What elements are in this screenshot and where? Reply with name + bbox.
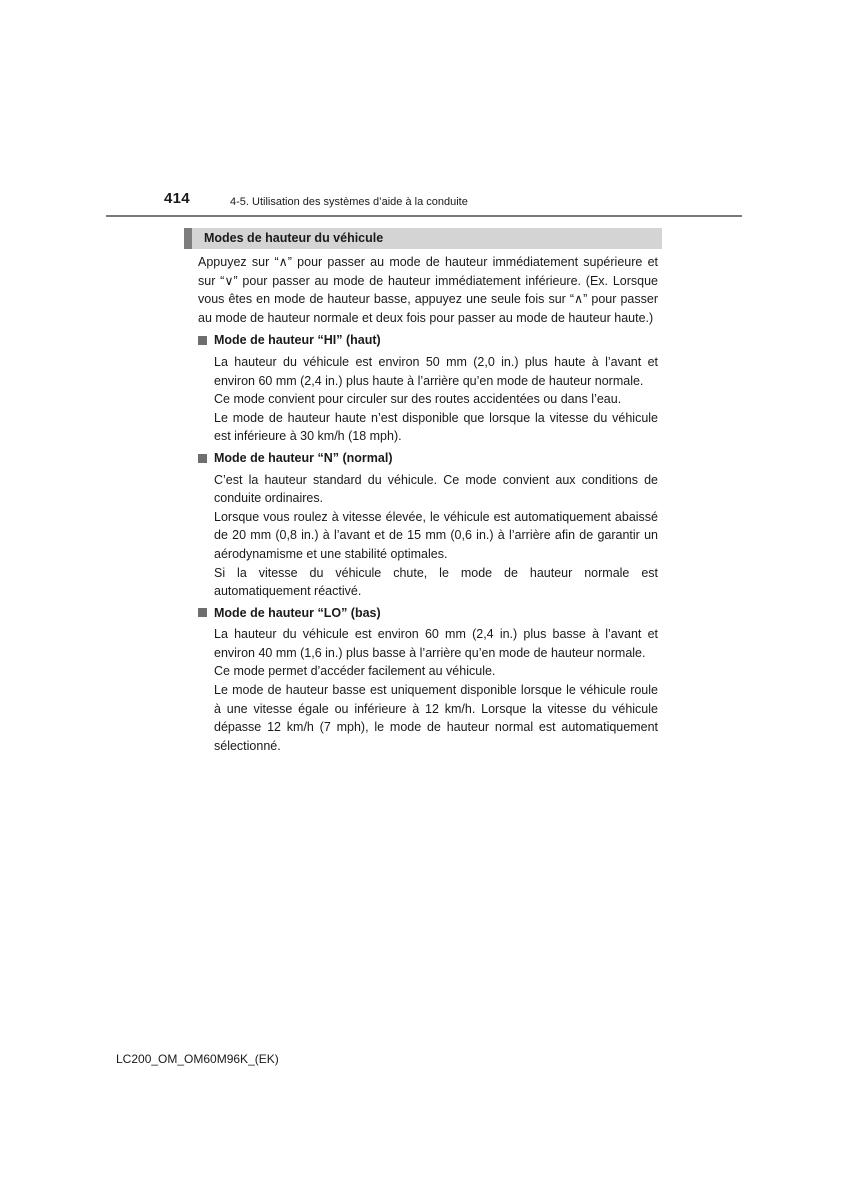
header-rule <box>106 215 742 217</box>
mode-n-heading <box>198 449 658 468</box>
mode-lo-title: Mode de hauteur “LO” (bas) <box>214 605 381 620</box>
mode-lo-block <box>198 604 658 756</box>
square-bullet-icon <box>198 454 207 463</box>
square-bullet-icon <box>198 608 207 617</box>
mode-hi-text <box>198 353 658 446</box>
section-title: Modes de hauteur du véhicule <box>204 231 384 245</box>
section-body <box>198 253 658 755</box>
mode-hi-block <box>198 331 658 446</box>
paragraph: Ce mode convient pour circuler sur des routes accidentées ou dans l’eau. <box>214 392 622 407</box>
paragraph: Si la vitesse du véhicule chute, le mode de hauteur normale est automatiquement réactivé. <box>214 565 658 599</box>
paragraph: La hauteur du véhicule est environ 50 mm (2,0 in.) plus haute à l’avant et environ 60 mm (2,4 in.) plus haute à l’arrière qu’en mode de hauteur normale. <box>214 354 658 388</box>
page-number: 414 <box>164 190 190 207</box>
mode-n-text <box>198 471 658 601</box>
section-header <box>184 228 662 249</box>
paragraph: Lorsque vous roulez à vitesse élevée, le véhicule est automatiquement abaissé de 20 mm (0,8 in.) à l’avant et de 15 mm (0,6 in.) à l’arrière afin de garantir un aérodynamisme et une stabilité optimales. <box>214 509 658 561</box>
paragraph: Le mode de hauteur haute n’est disponible que lorsque la vitesse du véhicule est inférieure à 30 km/h (18 mph). <box>214 410 658 444</box>
mode-lo-text <box>198 625 658 755</box>
mode-hi-heading <box>198 331 658 350</box>
paragraph: C’est la hauteur standard du véhicule. Ce mode convient aux conditions de conduite ordinaires. <box>214 472 658 506</box>
paragraph: La hauteur du véhicule est environ 60 mm (2,4 in.) plus basse à l’avant et environ 40 mm (1,6 in.) plus basse à l’arrière qu’en mode de hauteur normale. <box>214 627 658 660</box>
paragraph: Le mode de hauteur basse est uniquement disponible lorsque le véhicule roule à une vitesse égale ou inférieure à 12 km/h. Lorsque la vitesse du véhicule dépasse 12 km/h (7 mph), le mode de hauteur normal est automatiquement sélectionné. <box>214 683 658 753</box>
chapter-title: 4-5. Utilisation des systèmes d’aide à la conduite <box>230 196 468 208</box>
mode-n-title: Mode de hauteur “N” (normal) <box>214 450 393 465</box>
paragraph: Ce mode permet d’accéder facilement au véhicule. <box>214 664 496 679</box>
square-bullet-icon <box>198 336 207 345</box>
mode-n-block <box>198 449 658 601</box>
intro-paragraph: Appuyez sur “∧” pour passer au mode de hauteur immédiatement supérieure et sur “∨” pour passer au mode de hauteur immédiatement inférieure. (Ex. Lorsque vous êtes en mode de hauteur basse, appuyez une seule fois sur “∧” pour passer au mode de hauteur normale et deux fois pour passer au mode de hauteur haute.) <box>198 255 658 325</box>
mode-lo-heading <box>198 604 658 623</box>
document-code: LC200_OM_OM60M96K_(EK) <box>116 1052 279 1066</box>
mode-hi-title: Mode de hauteur “HI” (haut) <box>214 333 381 348</box>
